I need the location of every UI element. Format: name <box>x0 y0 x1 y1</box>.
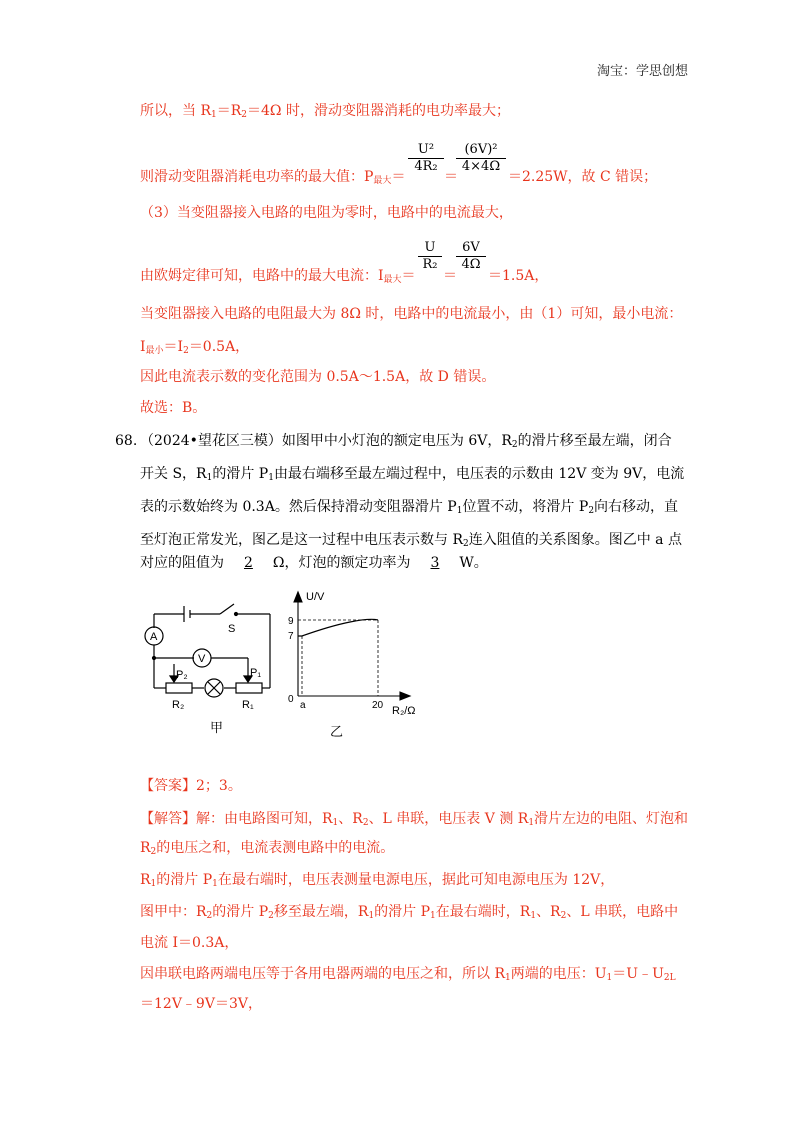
prev-line-2-eq: ＝ <box>444 169 458 185</box>
r2-label: R₂ <box>172 699 185 711</box>
switch-blade <box>220 604 234 614</box>
graph-curve <box>298 619 378 636</box>
fraction-6v-4ohm: $\frac{6V}{4\Omega}$ <box>456 240 486 273</box>
analysis-line-6: 因串联电路两端电压等于各用电器两端的电压之和，所以 $R_1$两端的电压：$U_1=U﹣U_{2L}$ <box>140 966 676 983</box>
analysis-line-4: 图甲中：$R_2$的滑片 $P_2$移至最左端，$R_1$的滑片 $P_1$在最右端时，$R_1$、$R_2$、L 串联，电路中 <box>140 904 679 921</box>
prev-line-4-tail: ＝1.5A， <box>488 268 549 284</box>
p2-label: P₂ <box>176 669 188 681</box>
r1-label: R₁ <box>242 699 254 711</box>
question-line-1: （2024•望花区三模）如图甲中小灯泡的额定电压为 6V，$R_2$的滑片移至最左端，闭合 <box>140 433 672 450</box>
question-number: 68. <box>115 433 138 449</box>
ammeter-label: A <box>150 631 158 643</box>
question-line-2: 开关 S，$R_1$的滑片 $P_1$由最右端移至最左端过程中，电压表的示数由 12V 变为 9V，电流 <box>140 466 685 483</box>
circuit-caption: 甲 <box>210 720 224 735</box>
prev-line-6: $I_{最小}=I_2=0.5A$， <box>140 339 250 356</box>
answer-blank-1: 2 <box>243 555 253 571</box>
graph-ylabel: U/V <box>306 591 325 603</box>
prev-line-7: 因此电流表示数的变化范围为 0.5A～1.5A，故 D 错误。 <box>140 369 496 385</box>
prev-line-2-tail: ＝2.25W，故 C 错误； <box>508 169 658 185</box>
graph-caption: 乙 <box>330 724 344 739</box>
resistor-r2 <box>166 683 192 693</box>
analysis-line-1: 【解答】解：由电路图可知，$R_1$、$R_2$、L 串联，电压表 V 测 $R_1$滑片左边的电阻、灯泡和 <box>140 811 689 828</box>
prev-line-1: 所以，当 $R_1=R_2=4\Omega$ 时，滑动变阻器消耗的电功率最大； <box>140 103 510 120</box>
graph-origin: 0 <box>288 694 294 705</box>
prev-line-4-eq: ＝ <box>443 268 457 284</box>
question-line-4: 至灯泡正常发光，图乙是这一过程中电压表示数与 $R_2$连入阻值的关系图象。图乙中 a 点 <box>140 532 682 549</box>
graph-tick-20: 20 <box>372 700 384 711</box>
prev-line-3: （3）当变阻器接入电路的电阻为零时，电路中的电流最大， <box>140 205 513 221</box>
analysis-line-3: $R_1$的滑片 $P_1$在最右端时，电压表测量电源电压，据此可知电源电压为 12V， <box>140 872 615 889</box>
answer-line: 【答案】2；3。 <box>140 778 242 794</box>
page-header-source: 淘宝：学思创想 <box>596 64 688 79</box>
graph-xlabel: R₂/Ω <box>392 705 416 717</box>
prev-line-2: 则滑动变阻器消耗电功率的最大值：$P_{最大}=$ <box>140 169 406 186</box>
prev-line-4: 由欧姆定律可知，电路中的最大电流：$I_{最大}=$ <box>140 268 416 285</box>
circuit-diagram <box>145 604 270 697</box>
question-line-5: 对应的阻值为 2 Ω，灯泡的额定功率为 3 W。 <box>140 555 488 571</box>
fraction-u2-4r2: $\frac{\text{U²}}{\text{4R₂}}$ <box>408 142 444 175</box>
graph-axes <box>294 592 410 700</box>
resistor-r1 <box>236 683 262 693</box>
analysis-line-7: ＝12V﹣9V＝3V， <box>140 996 262 1012</box>
analysis-line-2: $R_2$的电压之和，电流表测电路中的电流。 <box>140 840 395 857</box>
switch-label: S <box>228 623 236 635</box>
answer-blank-2: 3 <box>430 555 440 571</box>
analysis-line-5: 电流 I＝0.3A， <box>140 935 239 951</box>
fraction-u-r2: $\frac{U}{\text{R₂}}$ <box>418 240 442 273</box>
voltmeter-label: V <box>198 653 206 665</box>
fraction-6v2-4x4: $\frac{\text{(6V)²}}{4\times 4\Omega}$ <box>456 142 506 175</box>
question-line-3: 表的示数始终为 0.3A。然后保持滑动变阻器滑片 $P_1$位置不动，将滑片 $P_2$向右移动，直 <box>140 499 679 516</box>
graph-tick-a: a <box>300 700 306 711</box>
graph-guides <box>298 620 378 696</box>
question-figure <box>130 588 430 748</box>
graph-tick-7: 7 <box>288 631 294 642</box>
graph-tick-9: 9 <box>288 616 294 627</box>
prev-line-8: 故选：B。 <box>140 400 207 416</box>
prev-line-5: 当变阻器接入电路的电阻最大为 8Ω 时，电路中的电流最小，由（1）可知，最小电流： <box>140 306 683 322</box>
p1-label: P₁ <box>250 667 262 679</box>
